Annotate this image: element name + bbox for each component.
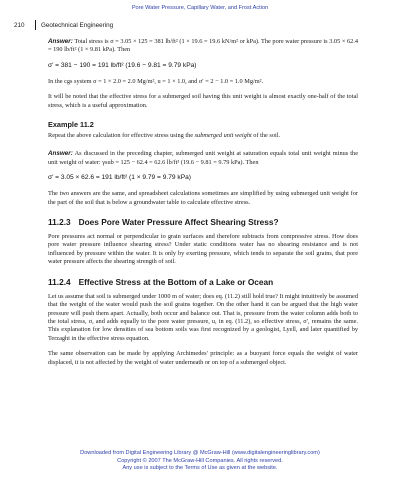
section-11-2-4-paragraph-1: Let us assume that soil is submerged under 1000 m of water; does eq. (11.2) still hold true? It might intuitively be assumed that the weight of the water would push the soil grains together. On the other hand it can be argued that the high water pressure will push them apart. Actually, both occur and balance out. That is, pressure from the water column adds both to the total stress, σ, and adds equally to the pore water pressure, u, in eq. (11.2), so effective stress, σ′, remains the same. This explanation for low densities of sea bottom soils was first recognized by a geologist, Lyell, and later quantified by Terzaghi in the effective stress equation. xyxy=(48,292,358,342)
page-footer xyxy=(0,450,400,473)
answer-1-note-paragraph: It will be noted that the effective stress for a submerged soil having this unit weight is almost exactly one-half of the total stress, which is a useful approximation. xyxy=(48,93,358,109)
answer-2-summary-paragraph: The two answers are the same, and spreadsheet calculations sometimes are simplified by using submerged unit weight for the part of the soil that is below a groundwater table to calculate effective stress. xyxy=(48,190,358,206)
answer-1-text: Total stress is σ = 3.05 × 125 = 381 lb/ft² (1 × 19.6 = 19.6 kN/m² or kPa). The pore water pressure is 3.05 × 62.4 = 190 lb/ft² (1 × 9.81 kPa). Then xyxy=(48,38,358,54)
answer-2-label: Answer: xyxy=(48,150,73,158)
page-body xyxy=(48,38,358,374)
answer-2-text: As discussed in the preceding chapter, submerged unit weight at saturation equals total unit weight minus the unit weight of water: γsub = 125 − 62.4 = 62.6 lb/ft³ (19.6 − 9.81 = 9.79 kPa). Then xyxy=(48,150,358,166)
answer-2-paragraph xyxy=(48,150,358,167)
header-divider xyxy=(35,20,36,30)
section-11-2-3-body: Pore pressures act normal or perpendicular to grain surfaces and therefore subtracts from compressive stress. How does pore water pressure influence shearing stress? Under static conditions water has no shearing resistance and is not influenced by pressure within the water. It is only by exerting pressure, which tends to separate the soil grains, that pore water pressure affects the shearing strength of soil. xyxy=(48,233,358,266)
section-11-2-4-number: 11.2.4 xyxy=(48,276,71,287)
example-title: Example 11.2 xyxy=(48,120,94,130)
section-11-2-3-number: 11.2.3 xyxy=(48,217,71,228)
answer-2-equation: σ′ = 3.05 × 62.6 = 191 lb/ft² (1 × 9.79 = 9.79 kPa) xyxy=(48,174,191,182)
answer-1-paragraph xyxy=(48,38,358,55)
page-header xyxy=(14,22,386,34)
example-prompt-end: of the soil. xyxy=(251,132,281,140)
example-prompt-start: Repeat the above calculation for effective stress using the xyxy=(48,132,195,140)
section-11-2-4-paragraph-2: The same observation can be made by applying Archimedes' principle: as a buoyant force equals the weight of water displaced, it is not affected by the weight of water underneath or on top of a submerged object. xyxy=(48,350,358,366)
footer-terms-link[interactable]: Any use is subject to the Terms of Use as given at the website. xyxy=(122,465,278,472)
page-number: 210 xyxy=(14,22,25,29)
answer-1-equation: σ′ = 381 − 190 = 191 lb/ft² (19.6 − 9.81 = 9.79 kPa) xyxy=(48,61,197,69)
answer-1-cgs-paragraph: In the cgs system σ = 1 × 2.0 = 2.0 Mg/m², u = 1 × 1.0, and σ′ = 2 − 1.0 = 1.0 Mg/m². xyxy=(48,77,264,85)
section-11-2-4-title: Effective Stress at the Bottom of a Lake or Ocean xyxy=(78,276,274,287)
section-11-2-3-heading xyxy=(48,217,358,227)
section-11-2-4-heading xyxy=(48,277,358,287)
answer-1-label: Answer: xyxy=(48,38,73,45)
chapter-title: Geotechnical Engineering xyxy=(41,22,114,29)
section-11-2-3-title: Does Pore Water Pressure Affect Shearing Stress? xyxy=(78,217,279,228)
example-prompt-emphasis: submerged unit weight xyxy=(194,132,252,140)
footer-download-link[interactable]: Downloaded from Digital Engineering Library @ McGraw-Hill (www.digitalengineeringlibrary.com) xyxy=(80,450,320,456)
example-prompt xyxy=(48,132,358,140)
running-head: Pore Water Pressure, Capillary Water, and Frost Action xyxy=(131,5,269,11)
footer-copyright: Copyright © 2007 The McGraw-Hill Companies. All rights reserved. xyxy=(117,457,283,464)
